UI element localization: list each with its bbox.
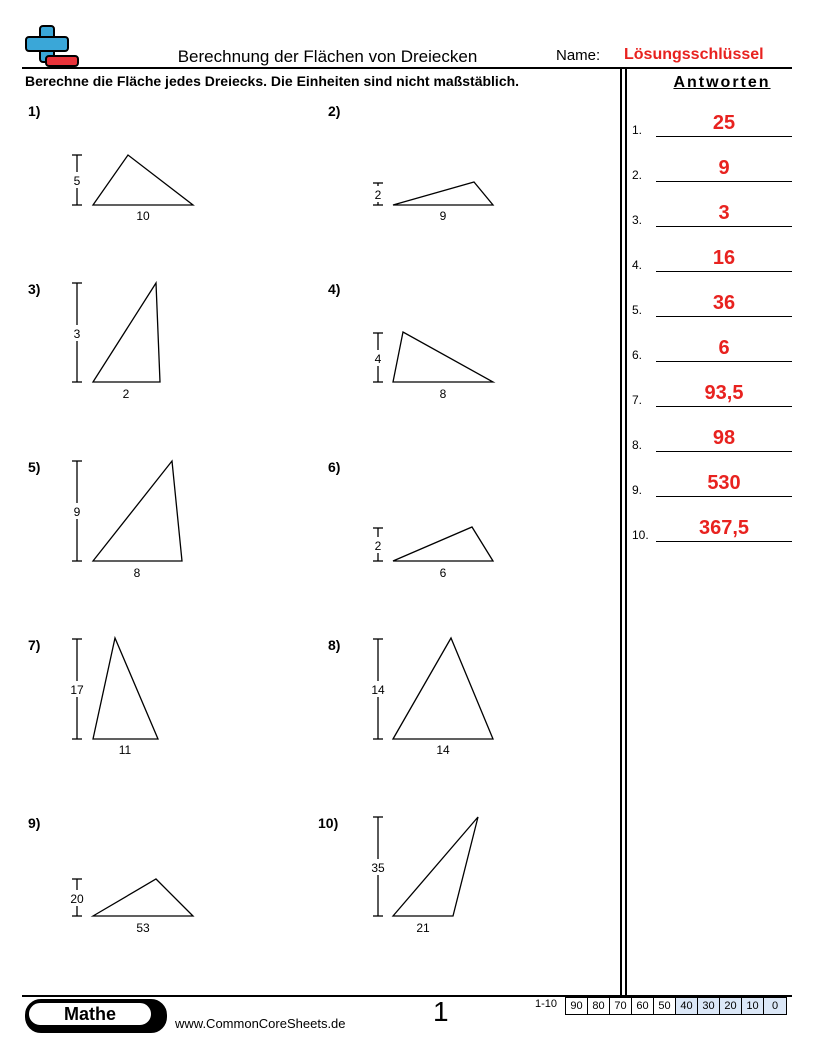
problem-label: 7) <box>28 637 41 653</box>
answer-row <box>632 456 792 500</box>
answer-row <box>632 96 792 140</box>
answer-value: 93,5 <box>704 382 744 404</box>
answer-number: 10. <box>632 528 649 542</box>
base-label: 53 <box>136 921 150 935</box>
answer-value: 16 <box>712 247 736 269</box>
height-label: 35 <box>371 861 385 875</box>
problem-label: 9) <box>28 815 41 831</box>
height-label: 14 <box>371 683 385 697</box>
triangle-8 <box>393 638 493 739</box>
name-value: Lösungsschlüssel <box>624 46 764 63</box>
problem-label: 4) <box>328 281 341 297</box>
answer-value: 367,5 <box>698 517 750 539</box>
answer-row <box>632 276 792 320</box>
score-cell: 50 <box>654 998 676 1014</box>
score-cell: 10 <box>742 998 764 1014</box>
base-label: 11 <box>118 743 132 757</box>
answer-line <box>656 136 792 137</box>
name-label: Name: <box>556 47 601 64</box>
answer-value: 9 <box>718 157 730 179</box>
answer-value: 98 <box>712 427 736 449</box>
answer-row <box>632 501 792 545</box>
base-label: 2 <box>122 387 130 401</box>
column-divider <box>625 68 627 996</box>
answer-line <box>656 226 792 227</box>
base-label: 9 <box>439 209 447 223</box>
answer-value: 25 <box>712 112 736 134</box>
answer-row <box>632 366 792 410</box>
answer-value: 530 <box>707 472 741 494</box>
answer-line <box>656 361 792 362</box>
score-cell: 70 <box>610 998 632 1014</box>
problem-label: 5) <box>28 459 41 475</box>
problem-label: 6) <box>328 459 341 475</box>
answer-number: 3. <box>632 213 643 227</box>
answer-row <box>632 186 792 230</box>
answer-value: 3 <box>718 202 730 224</box>
answer-number: 2. <box>632 168 643 182</box>
triangle-3 <box>93 283 160 382</box>
site-url: www.CommonCoreSheets.de <box>175 1016 346 1031</box>
answer-line <box>656 541 792 542</box>
base-label: 8 <box>439 387 447 401</box>
problem-label: 3) <box>28 281 41 297</box>
height-label: 2 <box>374 188 382 202</box>
answer-value: 36 <box>712 292 736 314</box>
height-label: 17 <box>70 683 84 697</box>
answer-number: 5. <box>632 303 643 317</box>
score-scale <box>565 997 787 1015</box>
answer-number: 6. <box>632 348 643 362</box>
base-label: 8 <box>133 566 141 580</box>
height-label: 5 <box>73 174 81 188</box>
height-label: 4 <box>374 352 382 366</box>
answer-number: 9. <box>632 483 643 497</box>
answer-line <box>656 496 792 497</box>
answer-row <box>632 411 792 455</box>
height-label: 9 <box>73 505 81 519</box>
brand-badge <box>25 999 167 1033</box>
answer-number: 8. <box>632 438 643 452</box>
score-cell: 90 <box>566 998 588 1014</box>
answer-line <box>656 181 792 182</box>
page-number: 1 <box>433 996 449 1027</box>
answer-row <box>632 231 792 275</box>
answer-number: 4. <box>632 258 643 272</box>
answer-row <box>632 141 792 185</box>
triangle-1 <box>93 155 193 205</box>
height-label: 20 <box>70 892 84 906</box>
triangle-7 <box>93 638 158 739</box>
score-cell: 30 <box>698 998 720 1014</box>
triangle-10 <box>393 817 478 916</box>
score-range: 1-10 <box>535 998 558 1010</box>
height-label: 2 <box>374 539 382 553</box>
triangle-4 <box>393 332 493 382</box>
page-title: Berechnung der Flächen von Dreiecken <box>177 47 478 66</box>
answer-line <box>656 316 792 317</box>
base-label: 10 <box>136 209 150 223</box>
brand-label: Mathe <box>27 1001 153 1027</box>
score-cell: 80 <box>588 998 610 1014</box>
instructions: Berechne die Fläche jedes Dreiecks. Die Einheiten sind nicht maßstäblich. <box>25 73 520 89</box>
problem-label: 10) <box>318 815 339 831</box>
triangle-9 <box>93 879 193 916</box>
column-divider <box>620 68 622 996</box>
base-label: 6 <box>439 566 447 580</box>
answer-number: 1. <box>632 123 643 137</box>
answer-line <box>656 451 792 452</box>
score-cell: 60 <box>632 998 654 1014</box>
answer-line <box>656 271 792 272</box>
answers-title: Antworten <box>673 74 771 91</box>
problem-label: 1) <box>28 103 41 119</box>
answer-value: 6 <box>718 337 730 359</box>
triangle-2 <box>393 182 493 205</box>
triangle-5 <box>93 461 182 561</box>
triangle-6 <box>393 527 493 561</box>
height-label: 3 <box>73 327 81 341</box>
base-label: 14 <box>436 743 450 757</box>
score-cell: 20 <box>720 998 742 1014</box>
score-cell: 0 <box>764 998 786 1014</box>
base-label: 21 <box>416 921 430 935</box>
problem-label: 2) <box>328 103 341 119</box>
problem-label: 8) <box>328 637 341 653</box>
score-cell: 40 <box>676 998 698 1014</box>
answer-number: 7. <box>632 393 643 407</box>
answer-line <box>656 406 792 407</box>
answer-row <box>632 321 792 365</box>
